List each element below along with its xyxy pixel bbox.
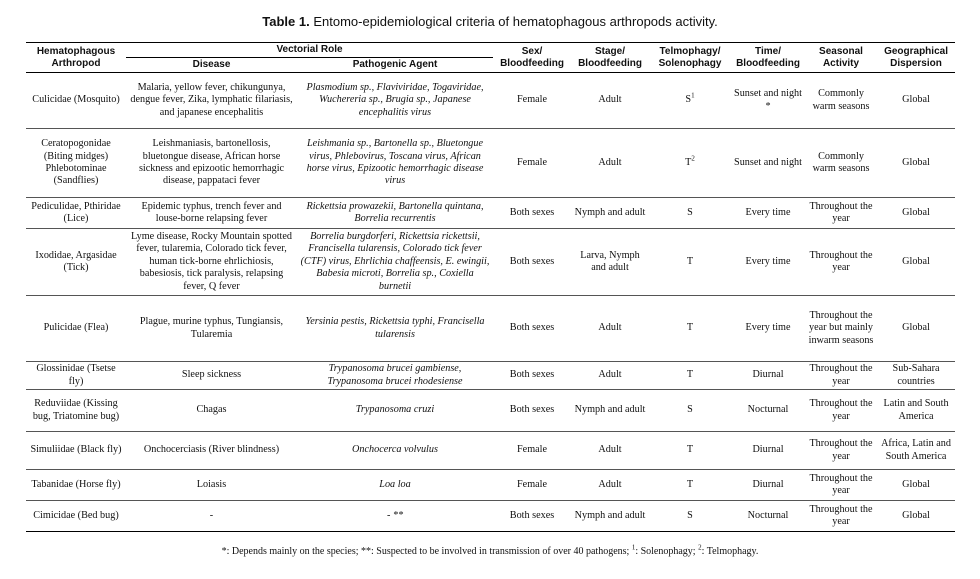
cell-agent: Yersinia pestis, Rickettsia typhi, Francisella tularensis bbox=[297, 296, 493, 362]
cell-seasonal: Throughout the year bbox=[805, 362, 877, 390]
cell-phagy-value: S bbox=[687, 404, 693, 416]
cell-disease: Leishmaniasis, bartonellosis, bluetongue disease, African horse sickness and epizootic hemorrhagic disease, pappataci fever bbox=[126, 129, 297, 198]
cell-phagy-value: S bbox=[685, 94, 692, 106]
cell-disease: Lyme disease, Rocky Mountain spotted fever, tularemia, Colorado tick fever, human tick-borne ehrlichiosis, babesiosis, tick paralysis, relapsing fever, Q fever bbox=[126, 229, 297, 296]
cell-sex: Both sexes bbox=[493, 390, 571, 432]
cell-seasonal: Throughout the year bbox=[805, 432, 877, 470]
cell-time: Sunset and night bbox=[731, 129, 805, 198]
cell-sex: Female bbox=[493, 129, 571, 198]
cell-seasonal: Throughout the year bbox=[805, 390, 877, 432]
cell-geo: Global bbox=[877, 73, 955, 129]
table-row bbox=[26, 501, 955, 532]
cell-stage: Adult bbox=[571, 432, 649, 470]
cell-stage: Larva, Nymph and adult bbox=[571, 229, 649, 296]
cell-time: Diurnal bbox=[731, 362, 805, 390]
footnote-text-3: : Telmophagy. bbox=[701, 546, 759, 557]
cell-phagy-value: S bbox=[687, 206, 693, 218]
cell-phagy-footnote-mark: 2 bbox=[691, 154, 695, 163]
header-time: Time/ Bloodfeeding bbox=[731, 43, 805, 73]
table-row bbox=[26, 432, 955, 470]
cell-time: Nocturnal bbox=[731, 501, 805, 532]
cell-stage: Adult bbox=[571, 129, 649, 198]
cell-arthropod: Ceratopogonidae (Biting midges) Phlebotominae (Sandflies) bbox=[26, 129, 126, 198]
table-footnote bbox=[0, 543, 980, 557]
cell-agent: Plasmodium sp., Flaviviridae, Togaviridae, Wuchereria sp., Brugia sp., Japanese encephalitis virus bbox=[297, 73, 493, 129]
table-caption-text: Entomo-epidemiological criteria of hematophagous arthropods activity. bbox=[313, 14, 718, 29]
cell-sex: Both sexes bbox=[493, 362, 571, 390]
arthropod-table bbox=[26, 42, 955, 532]
cell-sex: Female bbox=[493, 73, 571, 129]
cell-phagy bbox=[649, 501, 731, 532]
cell-phagy bbox=[649, 129, 731, 198]
header-phagy: Telmophagy/ Solenophagy bbox=[649, 43, 731, 73]
cell-arthropod: Pediculidae, Pthiridae (Lice) bbox=[26, 198, 126, 229]
cell-seasonal: Throughout the year but mainly inwarm seasons bbox=[805, 296, 877, 362]
cell-arthropod: Culicidae (Mosquito) bbox=[26, 73, 126, 129]
cell-arthropod: Glossinidae (Tsetse fly) bbox=[26, 362, 126, 390]
cell-phagy bbox=[649, 432, 731, 470]
cell-agent: Leishmania sp., Bartonella sp., Bluetongue virus, Phlebovirus, Toscana virus, African horse virus, Epizootic hemorrhagic disease virus bbox=[297, 129, 493, 198]
header-vectorial-role: Vectorial Role bbox=[126, 43, 493, 58]
footnote-sup-1: 1 bbox=[631, 543, 636, 552]
header-disease: Disease bbox=[126, 58, 297, 73]
cell-geo: Global bbox=[877, 470, 955, 501]
cell-time: Every time bbox=[731, 296, 805, 362]
cell-arthropod: Reduviidae (Kissing bug, Triatomine bug) bbox=[26, 390, 126, 432]
cell-time: Every time bbox=[731, 229, 805, 296]
cell-agent: Rickettsia prowazekii, Bartonella quintana, Borrelia recurrentis bbox=[297, 198, 493, 229]
cell-disease: Malaria, yellow fever, chikungunya, dengue fever, Zika, lymphatic filariasis, and japanese encephalitis bbox=[126, 73, 297, 129]
cell-phagy-value: T bbox=[686, 255, 694, 267]
header-geo: Geographical Dispersion bbox=[877, 43, 955, 73]
cell-agent: - ** bbox=[297, 501, 493, 532]
cell-disease: Sleep sickness bbox=[126, 362, 297, 390]
cell-geo: Global bbox=[877, 198, 955, 229]
cell-arthropod: Ixodidae, Argasidae (Tick) bbox=[26, 229, 126, 296]
cell-disease: Loiasis bbox=[126, 470, 297, 501]
cell-agent: Borrelia burgdorferi, Rickettsia rickettsii, Francisella tularensis, Colorado tick fever (CTF) virus, Ehrlichia chaffeensis, E. ewingii, Babesia microti, Borrelia sp., Coxiella burnetii bbox=[297, 229, 493, 296]
footnote-text-1: *: Depends mainly on the species; **: Suspected to be involved in transmission of over 40 pathogens; bbox=[221, 546, 632, 557]
cell-arthropod: Tabanidae (Horse fly) bbox=[26, 470, 126, 501]
cell-time: Diurnal bbox=[731, 470, 805, 501]
cell-phagy bbox=[649, 198, 731, 229]
cell-arthropod: Pulicidae (Flea) bbox=[26, 296, 126, 362]
cell-arthropod: Cimicidae (Bed bug) bbox=[26, 501, 126, 532]
table-row bbox=[26, 296, 955, 362]
cell-phagy bbox=[649, 390, 731, 432]
cell-time: Nocturnal bbox=[731, 390, 805, 432]
cell-disease: Onchocerciasis (River blindness) bbox=[126, 432, 297, 470]
cell-phagy-value: T bbox=[686, 322, 694, 334]
cell-seasonal: Commonly warm seasons bbox=[805, 129, 877, 198]
cell-phagy-value: T bbox=[686, 444, 694, 456]
cell-seasonal: Throughout the year bbox=[805, 470, 877, 501]
cell-geo: Global bbox=[877, 296, 955, 362]
header-stage: Stage/ Bloodfeeding bbox=[571, 43, 649, 73]
cell-time: Every time bbox=[731, 198, 805, 229]
table-row bbox=[26, 362, 955, 390]
cell-sex: Both sexes bbox=[493, 198, 571, 229]
cell-agent: Trypanosoma cruzi bbox=[297, 390, 493, 432]
cell-geo: Sub-Sahara countries bbox=[877, 362, 955, 390]
header-sex: Sex/ Bloodfeeding bbox=[493, 43, 571, 73]
header-seasonal: Seasonal Activity bbox=[805, 43, 877, 73]
cell-phagy-value: T bbox=[686, 369, 694, 381]
cell-time: Sunset and night * bbox=[731, 73, 805, 129]
cell-sex: Both sexes bbox=[493, 296, 571, 362]
cell-agent: Onchocerca volvulus bbox=[297, 432, 493, 470]
cell-stage: Nymph and adult bbox=[571, 198, 649, 229]
cell-phagy bbox=[649, 470, 731, 501]
cell-disease: - bbox=[126, 501, 297, 532]
cell-disease: Plague, murine typhus, Tungiansis, Tularemia bbox=[126, 296, 297, 362]
cell-seasonal: Commonly warm seasons bbox=[805, 73, 877, 129]
cell-phagy bbox=[649, 362, 731, 390]
cell-time: Diurnal bbox=[731, 432, 805, 470]
cell-seasonal: Throughout the year bbox=[805, 501, 877, 532]
cell-phagy bbox=[649, 296, 731, 362]
cell-agent: Trypanosoma brucei gambiense, Trypanosoma brucei rhodesiense bbox=[297, 362, 493, 390]
header-arthropod: Hematophagous Arthropod bbox=[26, 43, 126, 73]
cell-phagy-value: T bbox=[685, 156, 692, 168]
table-row bbox=[26, 73, 955, 129]
cell-phagy-footnote-mark: 1 bbox=[691, 91, 695, 100]
cell-sex: Female bbox=[493, 432, 571, 470]
cell-phagy bbox=[649, 229, 731, 296]
cell-geo: Global bbox=[877, 229, 955, 296]
footnote-sup-2: 2 bbox=[698, 543, 702, 552]
cell-stage: Nymph and adult bbox=[571, 390, 649, 432]
table-caption-label: Table 1. bbox=[262, 14, 310, 29]
cell-seasonal: Throughout the year bbox=[805, 198, 877, 229]
table-caption bbox=[0, 14, 980, 29]
cell-geo: Latin and South America bbox=[877, 390, 955, 432]
header-agent: Pathogenic Agent bbox=[297, 58, 493, 73]
table-row bbox=[26, 390, 955, 432]
table-row bbox=[26, 129, 955, 198]
cell-geo: Global bbox=[877, 501, 955, 532]
cell-stage: Adult bbox=[571, 362, 649, 390]
table-row bbox=[26, 198, 955, 229]
cell-phagy-value: T bbox=[686, 478, 694, 490]
cell-arthropod: Simuliidae (Black fly) bbox=[26, 432, 126, 470]
cell-stage: Nymph and adult bbox=[571, 501, 649, 532]
cell-phagy-value: S bbox=[687, 509, 693, 521]
cell-stage: Adult bbox=[571, 296, 649, 362]
cell-seasonal: Throughout the year bbox=[805, 229, 877, 296]
cell-geo: Africa, Latin and South America bbox=[877, 432, 955, 470]
cell-stage: Adult bbox=[571, 73, 649, 129]
footnote-text-2: : Solenophagy; bbox=[635, 546, 699, 557]
cell-disease: Epidemic typhus, trench fever and louse-borne relapsing fever bbox=[126, 198, 297, 229]
cell-stage: Adult bbox=[571, 470, 649, 501]
cell-agent: Loa loa bbox=[297, 470, 493, 501]
cell-geo: Global bbox=[877, 129, 955, 198]
cell-sex: Female bbox=[493, 470, 571, 501]
cell-sex: Both sexes bbox=[493, 501, 571, 532]
cell-sex: Both sexes bbox=[493, 229, 571, 296]
cell-phagy bbox=[649, 73, 731, 129]
table-row bbox=[26, 229, 955, 296]
table-row bbox=[26, 470, 955, 501]
cell-disease: Chagas bbox=[126, 390, 297, 432]
